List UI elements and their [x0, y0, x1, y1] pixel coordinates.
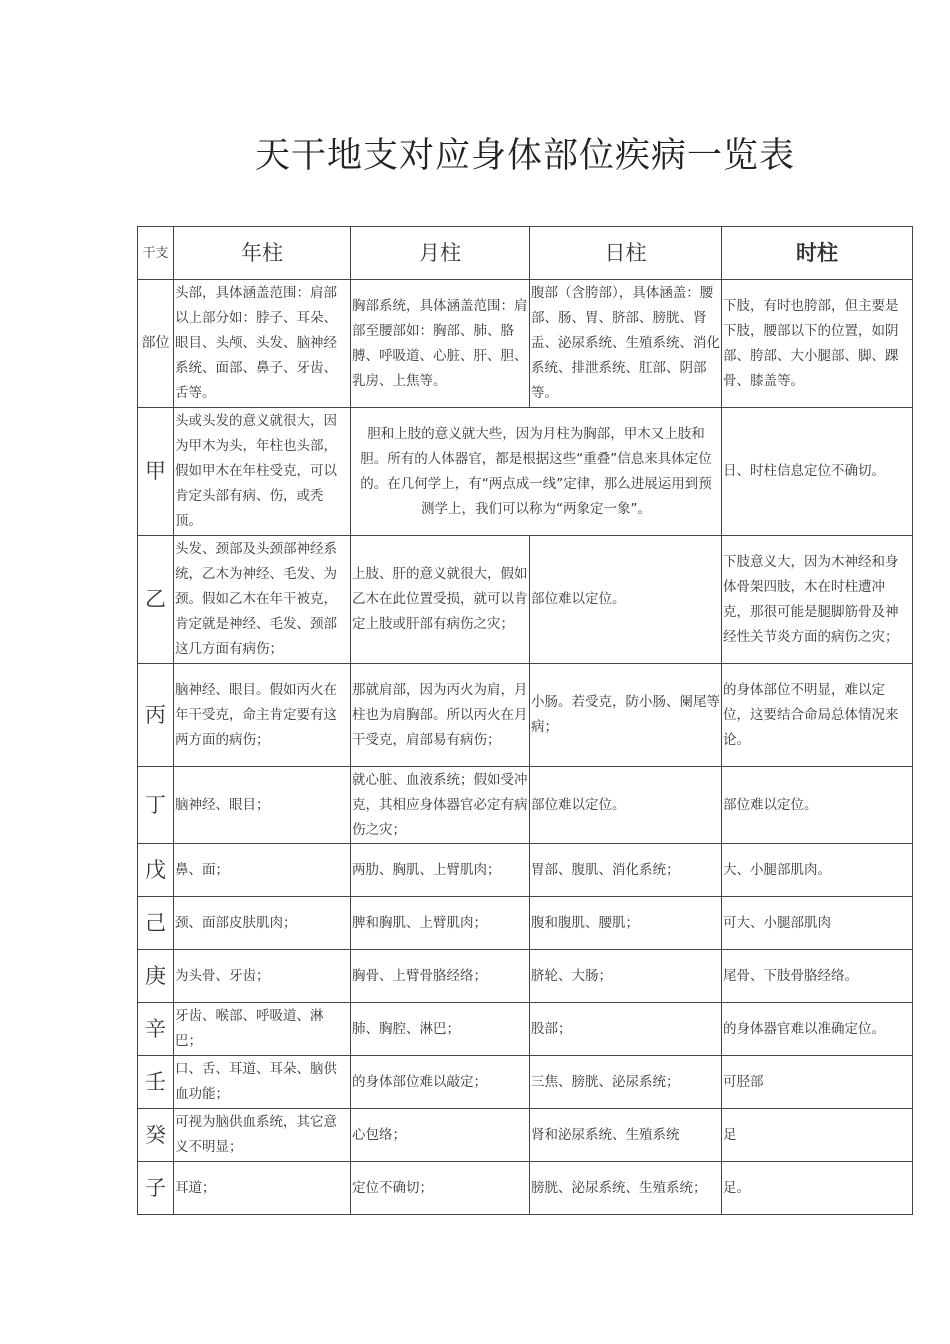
cell-day: 膀胱、泌尿系统、生殖系统； [530, 1162, 722, 1215]
row-label: 部位 [138, 280, 174, 408]
cell-hour: 部位难以定位。 [722, 767, 913, 844]
cell-year: 头发、颈部及头颈部神经系统，乙木为神经、毛发、为颈。假如乙木在年干被克，肯定就是神经、毛发、颈部这几方面有病伤； [174, 536, 351, 664]
cell-day: 部位难以定位。 [530, 536, 722, 664]
cell-hour: 日、时柱信息定位不确切。 [722, 408, 913, 536]
row-label: 甲 [138, 408, 174, 536]
cell-hour: 可胫部 [722, 1056, 913, 1109]
table-row-ren [138, 1056, 913, 1109]
ganzhi-body-table [137, 226, 913, 1215]
row-label: 乙 [138, 536, 174, 664]
cell-month: 肺、胸腔、淋巴； [351, 1003, 530, 1056]
cell-month: 就心脏、血液系统；假如受冲克，其相应身体器官必定有病伤之灾； [351, 767, 530, 844]
row-label: 丙 [138, 664, 174, 767]
cell-year: 耳道； [174, 1162, 351, 1215]
cell-day: 腹和腹肌、腰肌； [530, 897, 722, 950]
cell-hour: 尾骨、下肢骨胳经络。 [722, 950, 913, 1003]
cell-month-day-merged: 胆和上肢的意义就大些，因为月柱为胸部，甲木又上肢和胆。所有的人体器官，都是根据这些“重叠”信息来具体定位的。在几何学上，有“两点成一线”定律，那么进展运用到预测学上，我们可以称为“两象定一象”。 [351, 408, 722, 536]
row-label: 壬 [138, 1056, 174, 1109]
table-row-zi [138, 1162, 913, 1215]
cell-year: 颈、面部皮肤肌肉； [174, 897, 351, 950]
cell-year: 口、舌、耳道、耳朵、脑供血功能； [174, 1056, 351, 1109]
cell-hour: 足 [722, 1109, 913, 1162]
header-hour: 时柱 [722, 227, 913, 280]
row-label: 癸 [138, 1109, 174, 1162]
cell-month: 那就肩部，因为丙火为肩，月柱也为肩胸部。所以丙火在月干受克，肩部易有病伤； [351, 664, 530, 767]
header-day: 日柱 [530, 227, 722, 280]
cell-hour: 下肢意义大，因为木神经和身体骨架四肢，木在时柱遭冲克，那很可能是腿脚筋骨及神经性关节炎方面的病伤之灾； [722, 536, 913, 664]
cell-hour: 的身体部位不明显，难以定位，这要结合命局总体情况来论。 [722, 664, 913, 767]
table-row-ji [138, 897, 913, 950]
row-label: 子 [138, 1162, 174, 1215]
cell-month: 胸部系统，具体涵盖范围：肩部至腰部如：胸部、肺、胳膊、呼吸道、心脏、肝、胆、乳房、上焦等。 [351, 280, 530, 408]
cell-day: 脐轮、大肠； [530, 950, 722, 1003]
cell-year: 头或头发的意义就很大，因为甲木为头，年柱也头部，假如甲木在年柱受克，可以肯定头部有病、伤，或秃顶。 [174, 408, 351, 536]
row-label: 辛 [138, 1003, 174, 1056]
cell-month: 两肋、胸肌、上臂肌肉； [351, 844, 530, 897]
cell-year: 脑神经、眼目； [174, 767, 351, 844]
row-label: 丁 [138, 767, 174, 844]
cell-month: 上肢、肝的意义就很大，假如乙木在此位置受损，就可以肯定上肢或肝部有病伤之灾； [351, 536, 530, 664]
row-label: 庚 [138, 950, 174, 1003]
table-row-jia [138, 408, 913, 536]
cell-day: 腹部（含胯部），具体涵盖：腰部、肠、胃、脐部、膀胱、肾盂、泌尿系统、生殖系统、消化系统、排泄系统、肛部、阴部等。 [530, 280, 722, 408]
cell-year: 为头骨、牙齿； [174, 950, 351, 1003]
cell-hour: 足。 [722, 1162, 913, 1215]
header-ganzhi: 干支 [138, 227, 174, 280]
row-label: 戊 [138, 844, 174, 897]
cell-day: 股部； [530, 1003, 722, 1056]
cell-month: 胸骨、上臂骨胳经络； [351, 950, 530, 1003]
table-row-buwei [138, 280, 913, 408]
cell-year: 可视为脑供血系统，其它意义不明显； [174, 1109, 351, 1162]
cell-day: 部位难以定位。 [530, 767, 722, 844]
cell-hour: 下肢，有时也胯部，但主要是下肢，腰部以下的位置，如阴部、胯部、大小腿部、脚、踝骨、膝盖等。 [722, 280, 913, 408]
table-row-wu [138, 844, 913, 897]
table-row-gui [138, 1109, 913, 1162]
table-row-bing [138, 664, 913, 767]
cell-hour: 可大、小腿部肌肉 [722, 897, 913, 950]
cell-day: 三焦、膀胱、泌尿系统； [530, 1056, 722, 1109]
table-row-ding [138, 767, 913, 844]
cell-day: 小肠。若受克，防小肠、阑尾等病； [530, 664, 722, 767]
cell-day: 胃部、腹肌、消化系统； [530, 844, 722, 897]
header-month: 月柱 [351, 227, 530, 280]
cell-year: 头部，具体涵盖范围：肩部以上部分如：脖子、耳朵、眼目、头颅、头发、脑神经系统、面部、鼻子、牙齿、舌等。 [174, 280, 351, 408]
cell-month: 心包络； [351, 1109, 530, 1162]
cell-year: 鼻、面； [174, 844, 351, 897]
page-title: 天干地支对应身体部位疾病一览表 [254, 136, 795, 176]
row-label: 己 [138, 897, 174, 950]
header-row [138, 227, 913, 280]
cell-day: 肾和泌尿系统、生殖系统 [530, 1109, 722, 1162]
cell-year: 脑神经、眼目。假如丙火在年干受克，命主肯定要有这两方面的病伤； [174, 664, 351, 767]
cell-month: 定位不确切； [351, 1162, 530, 1215]
cell-hour: 的身体器官难以准确定位。 [722, 1003, 913, 1056]
cell-month: 脾和胸肌、上臂肌肉； [351, 897, 530, 950]
cell-month: 的身体部位难以敲定； [351, 1056, 530, 1109]
table-row-xin [138, 1003, 913, 1056]
header-year: 年柱 [174, 227, 351, 280]
cell-year: 牙齿、喉部、呼吸道、淋巴； [174, 1003, 351, 1056]
table-row-geng [138, 950, 913, 1003]
cell-hour: 大、小腿部肌肉。 [722, 844, 913, 897]
table-row-yi [138, 536, 913, 664]
